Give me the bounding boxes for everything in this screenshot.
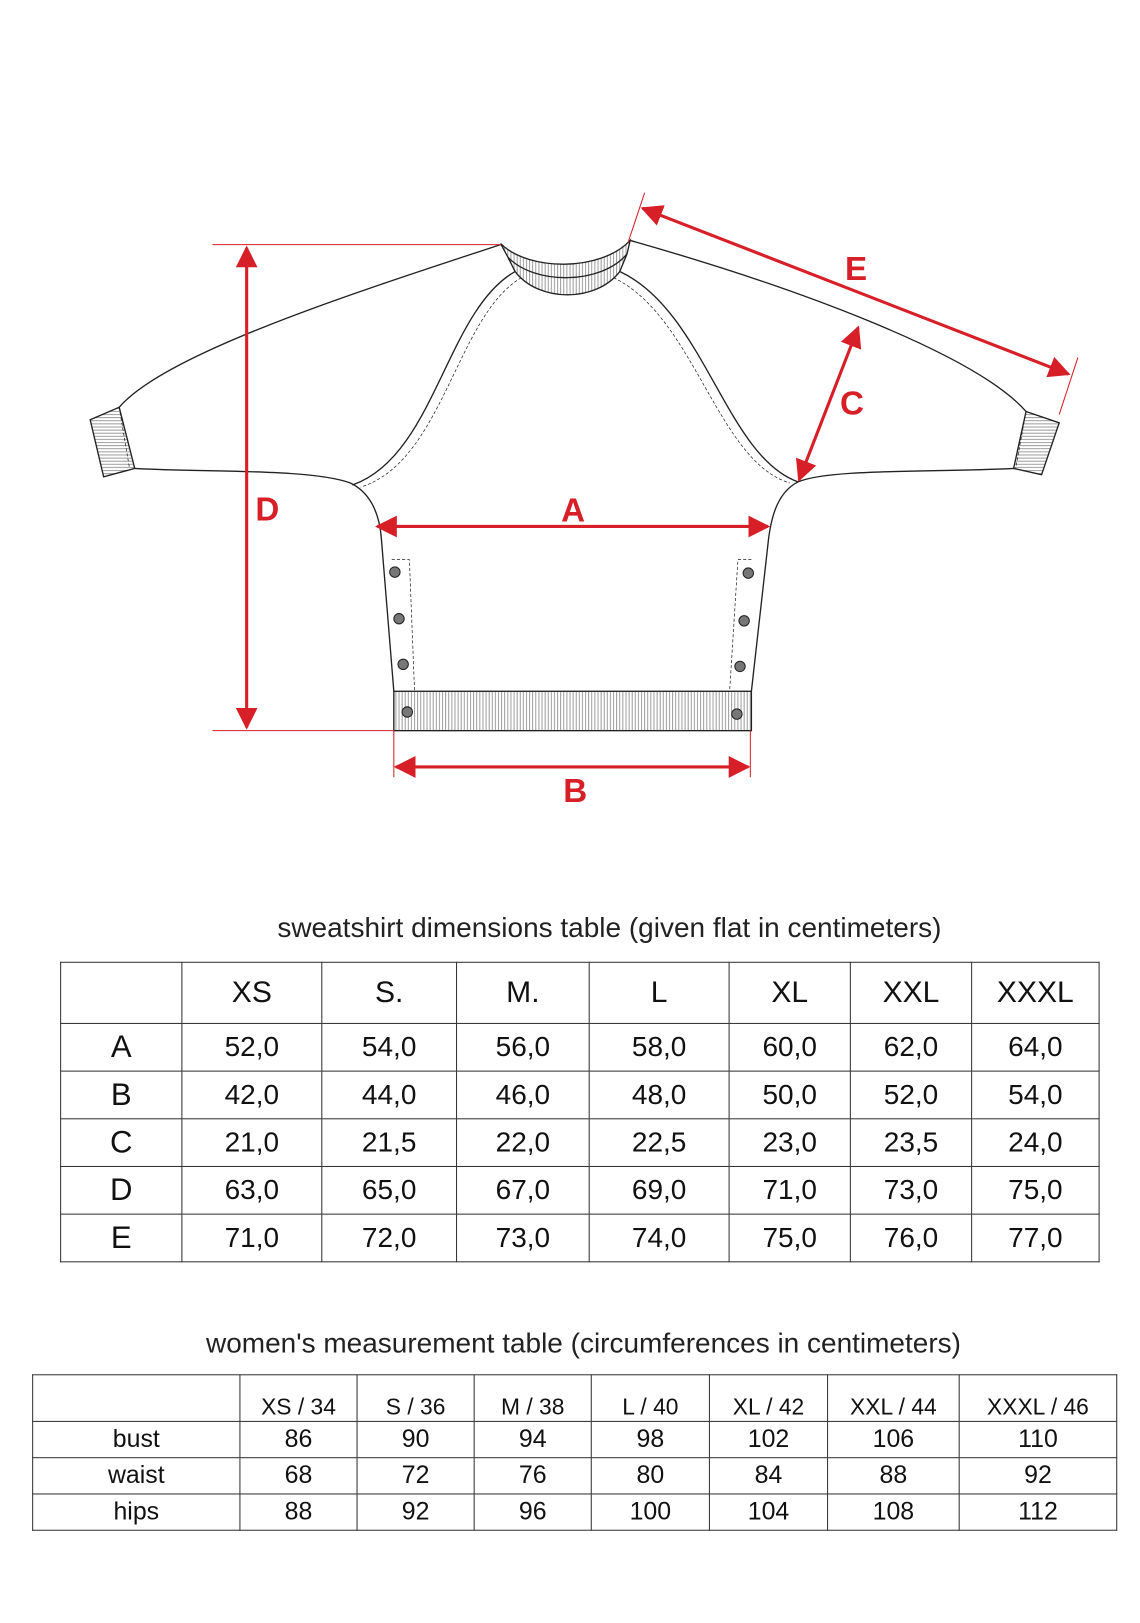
value-cell: 76,0 — [850, 1214, 971, 1262]
value-cell: 67,0 — [457, 1166, 590, 1214]
table-row — [61, 1214, 1099, 1262]
value-cell: 22,5 — [589, 1119, 729, 1167]
value-cell: 112 — [959, 1494, 1117, 1530]
size-header-cell: XXXL / 46 — [959, 1375, 1117, 1422]
collar — [501, 240, 631, 294]
value-cell: 23,5 — [850, 1119, 971, 1167]
value-cell: 88 — [240, 1494, 357, 1530]
size-header-cell: XXL / 44 — [828, 1375, 960, 1422]
row-label: D — [61, 1166, 182, 1214]
value-cell: 72,0 — [322, 1214, 457, 1262]
value-cell: 73,0 — [850, 1166, 971, 1214]
value-cell: 74,0 — [589, 1214, 729, 1262]
value-cell: 75,0 — [972, 1166, 1099, 1214]
left-sleeve — [119, 245, 500, 692]
label-a: A — [561, 492, 586, 530]
table-row — [61, 1166, 1099, 1214]
value-cell: 77,0 — [972, 1214, 1099, 1262]
row-label: E — [61, 1214, 182, 1262]
row-label: A — [61, 1023, 182, 1071]
value-cell: 52,0 — [850, 1071, 971, 1119]
value-cell: 58,0 — [589, 1023, 729, 1071]
value-cell: 110 — [959, 1421, 1117, 1457]
value-cell: 104 — [709, 1494, 827, 1530]
measurement-table-title: women's measurement table (circumferences in centimeters) — [206, 1327, 961, 1359]
hem-band — [394, 691, 752, 730]
right-sleeve — [630, 240, 1026, 691]
value-cell: 98 — [591, 1421, 709, 1457]
size-header-cell: S. — [322, 962, 457, 1023]
value-cell: 92 — [357, 1494, 474, 1530]
label-e: E — [845, 250, 868, 288]
value-cell: 73,0 — [457, 1214, 590, 1262]
left-cuff — [90, 407, 135, 476]
size-header-cell: L / 40 — [591, 1375, 709, 1422]
value-cell: 84 — [709, 1458, 827, 1494]
value-cell: 24,0 — [972, 1119, 1099, 1167]
row-label: hips — [33, 1494, 240, 1530]
value-cell: 44,0 — [322, 1071, 457, 1119]
value-cell: 60,0 — [729, 1023, 850, 1071]
value-cell: 76 — [474, 1458, 591, 1494]
value-cell: 63,0 — [182, 1166, 322, 1214]
label-d: D — [255, 491, 280, 529]
value-cell: 80 — [591, 1458, 709, 1494]
value-cell: 75,0 — [729, 1214, 850, 1262]
value-cell: 64,0 — [972, 1023, 1099, 1071]
value-cell: 62,0 — [850, 1023, 971, 1071]
size-header-cell: M. — [457, 962, 590, 1023]
row-label: C — [61, 1119, 182, 1167]
value-cell: 54,0 — [322, 1023, 457, 1071]
value-cell: 106 — [828, 1421, 960, 1457]
value-cell: 21,0 — [182, 1119, 322, 1167]
size-header-cell: XXXL — [972, 962, 1099, 1023]
size-header-cell: XS / 34 — [240, 1375, 357, 1422]
table-row — [61, 1119, 1099, 1167]
value-cell: 56,0 — [457, 1023, 590, 1071]
table-row — [61, 1023, 1099, 1071]
value-cell: 46,0 — [457, 1071, 590, 1119]
size-header-cell: XL — [729, 962, 850, 1023]
value-cell: 54,0 — [972, 1071, 1099, 1119]
row-label: bust — [33, 1421, 240, 1457]
value-cell: 21,5 — [322, 1119, 457, 1167]
value-cell: 90 — [357, 1421, 474, 1457]
header-row — [33, 1375, 1117, 1422]
measurement-lines — [212, 193, 1077, 778]
side-plackets — [392, 560, 752, 692]
value-cell: 48,0 — [589, 1071, 729, 1119]
value-cell: 65,0 — [322, 1166, 457, 1214]
corner-cell — [33, 1375, 240, 1422]
size-header-cell: XXL — [850, 962, 971, 1023]
value-cell: 108 — [828, 1494, 960, 1530]
value-cell: 88 — [828, 1458, 960, 1494]
value-cell: 92 — [959, 1458, 1117, 1494]
raglan-seams — [352, 272, 798, 485]
value-cell: 96 — [474, 1494, 591, 1530]
dimensions-table — [60, 962, 1100, 1263]
measurement-table — [32, 1374, 1117, 1530]
value-cell: 102 — [709, 1421, 827, 1457]
raglan-stitching — [119, 278, 1026, 487]
table-row — [33, 1421, 1117, 1457]
label-c: C — [839, 385, 864, 423]
table-row — [61, 1071, 1099, 1119]
size-header-cell: L — [589, 962, 729, 1023]
value-cell: 22,0 — [457, 1119, 590, 1167]
row-label: waist — [33, 1458, 240, 1494]
value-cell: 23,0 — [729, 1119, 850, 1167]
table-row — [33, 1494, 1117, 1530]
value-cell: 71,0 — [729, 1166, 850, 1214]
value-cell: 69,0 — [589, 1166, 729, 1214]
size-header-cell: M / 38 — [474, 1375, 591, 1422]
value-cell: 100 — [591, 1494, 709, 1530]
dimensions-table-title: sweatshirt dimensions table (given flat in centimeters) — [277, 912, 942, 944]
value-cell: 71,0 — [182, 1214, 322, 1262]
value-cell: 86 — [240, 1421, 357, 1457]
value-cell: 72 — [357, 1458, 474, 1494]
label-b: B — [563, 773, 588, 811]
size-header-cell: S / 36 — [357, 1375, 474, 1422]
value-cell: 68 — [240, 1458, 357, 1494]
table-row — [33, 1458, 1117, 1494]
row-label: B — [61, 1071, 182, 1119]
value-cell: 42,0 — [182, 1071, 322, 1119]
value-cell: 50,0 — [729, 1071, 850, 1119]
value-cell: 94 — [474, 1421, 591, 1457]
corner-cell — [61, 962, 182, 1023]
header-row — [61, 962, 1099, 1023]
size-header-cell: XL / 42 — [709, 1375, 827, 1422]
size-header-cell: XS — [182, 962, 322, 1023]
arrow-e — [643, 208, 1069, 374]
value-cell: 52,0 — [182, 1023, 322, 1071]
